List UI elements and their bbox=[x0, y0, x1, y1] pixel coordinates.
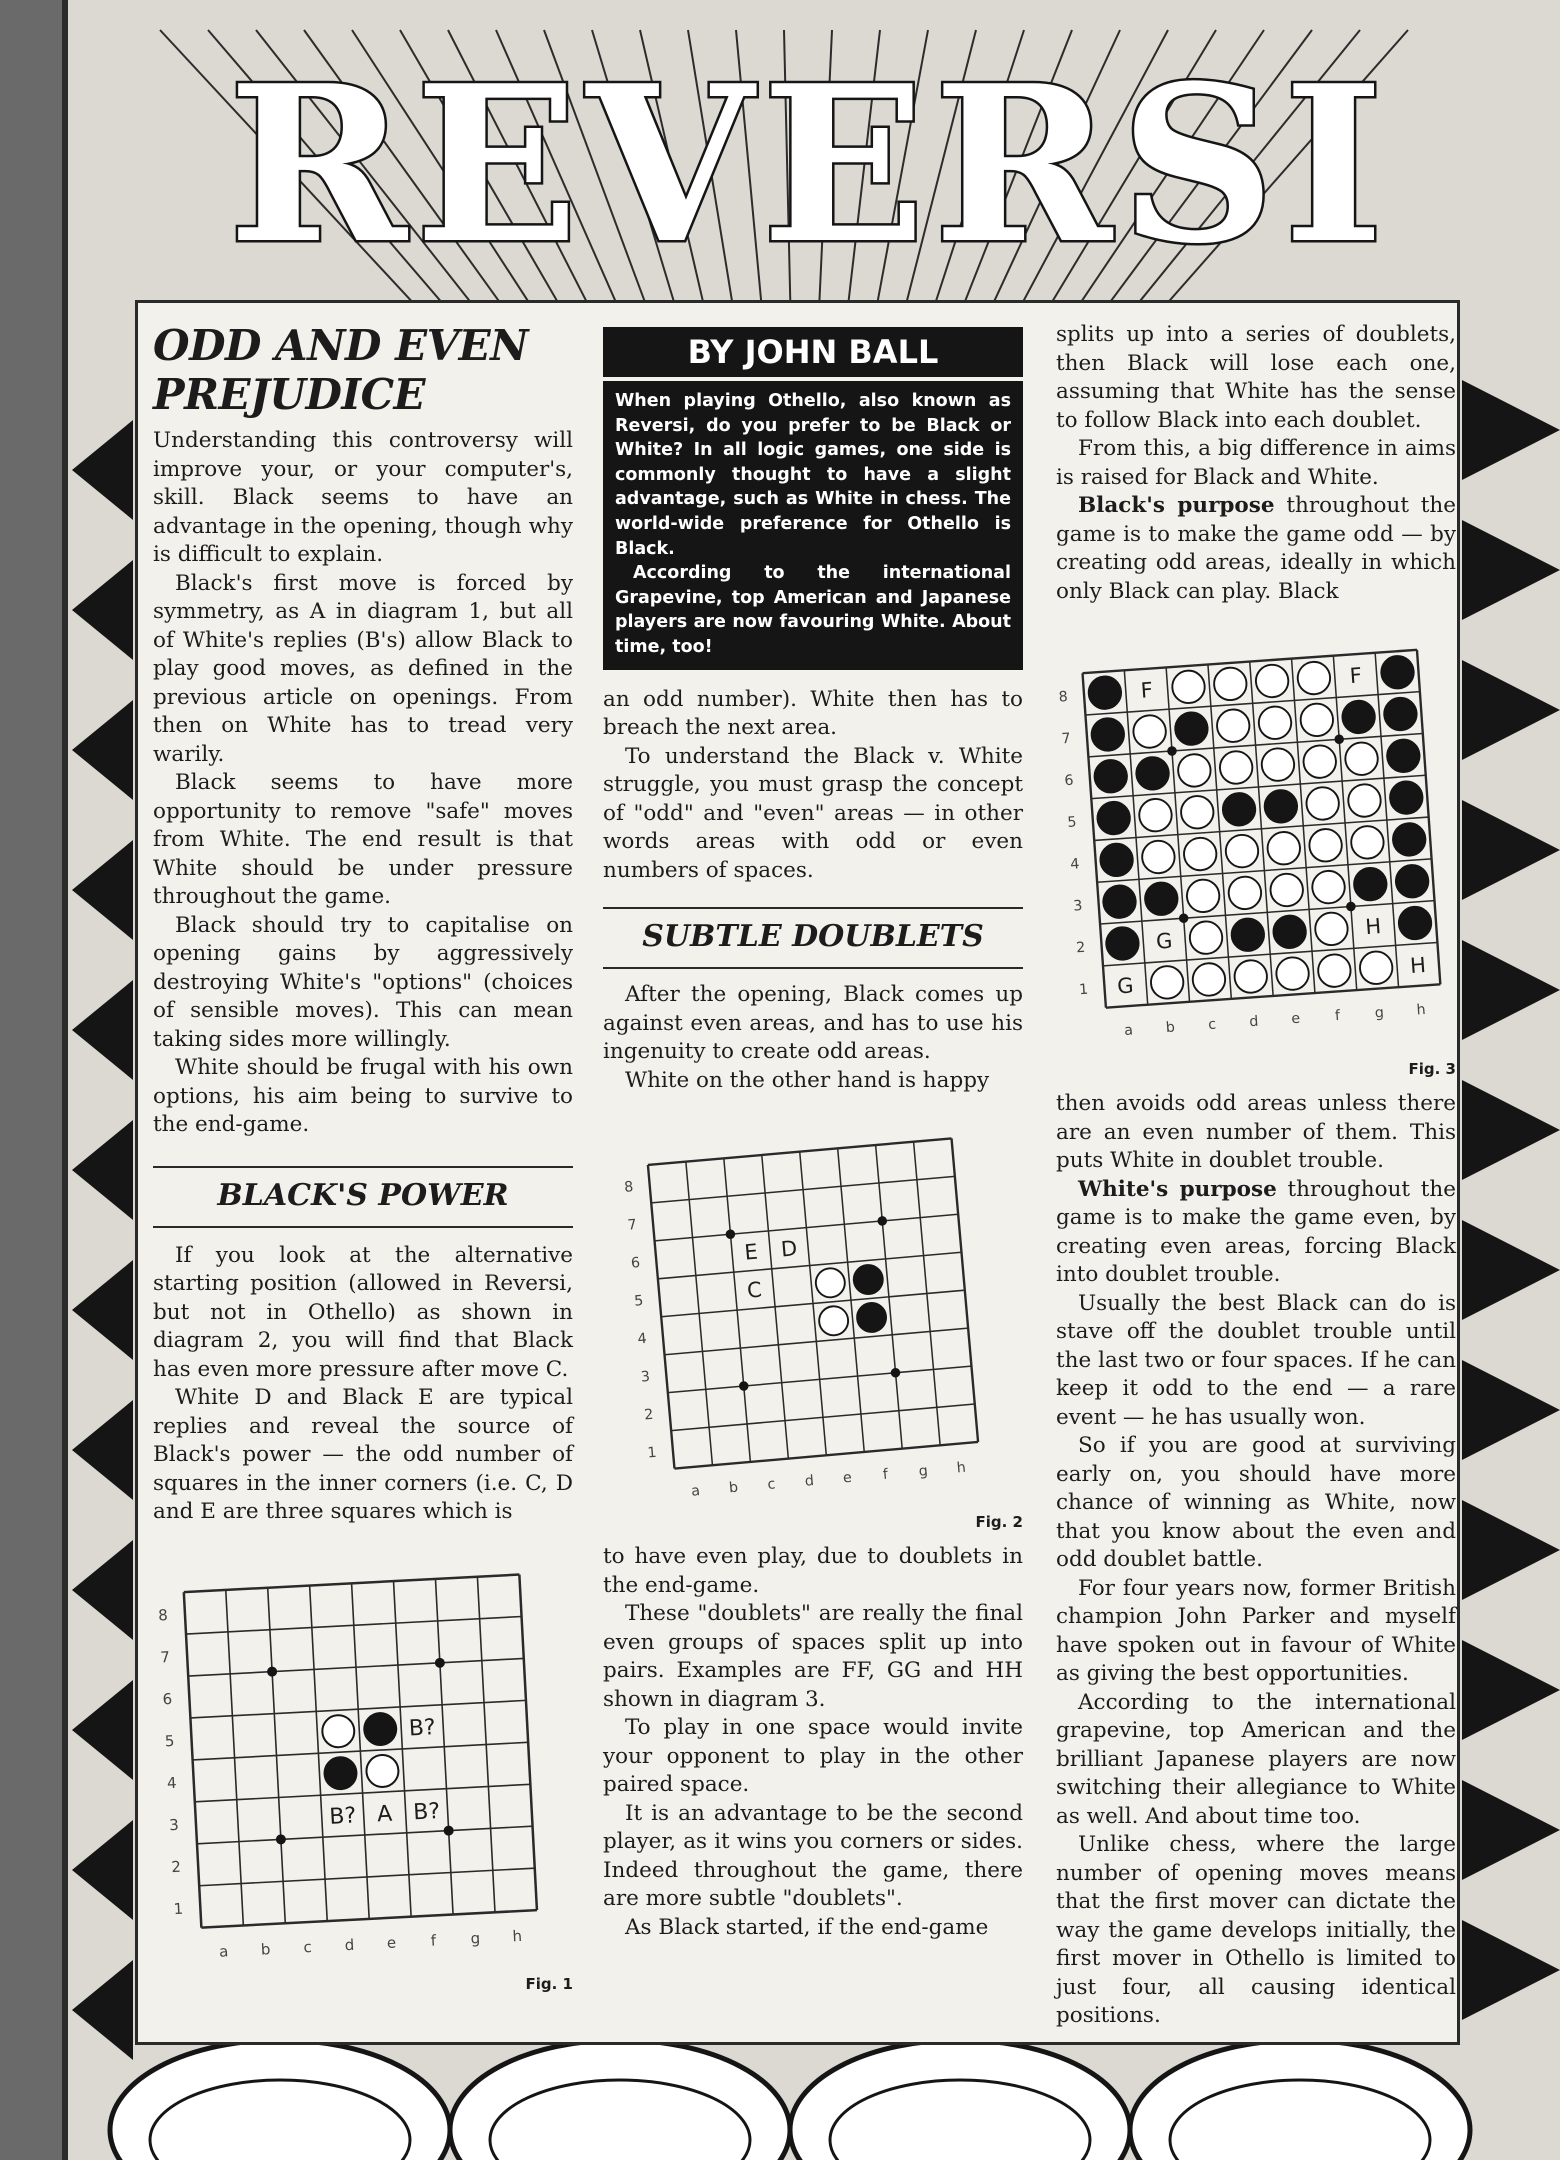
paragraph: then avoids odd areas unless there are an even number of them. This puts White in doublet trouble. bbox=[1056, 1091, 1456, 1173]
paragraph: Usually the best Black can do is stave off the doublet trouble until the last two or four spaces. If he can keep it odd to the end — a rare event — he has usually won. bbox=[1056, 1290, 1456, 1430]
white-disc bbox=[1183, 837, 1218, 872]
section-heading-subtle-doublets: SUBTLE DOUBLETS bbox=[603, 909, 1023, 969]
figure-3 bbox=[1056, 642, 1456, 1082]
rank-label: 2 bbox=[170, 1857, 182, 1876]
white-disc bbox=[1189, 920, 1224, 955]
star-point bbox=[1346, 901, 1356, 911]
black-disc bbox=[856, 1302, 887, 1333]
column-2 bbox=[603, 321, 1023, 1942]
paragraph: After the opening, Black comes up against even areas, and has to use his ingenuity to create odd areas. bbox=[603, 982, 1023, 1065]
square-label: G bbox=[1116, 973, 1135, 999]
paragraph: If you look at the alternative starting position (allowed in Reversi, but not in Othello) as shown in diagram 2, you will find that Black has even more pressure after move C. bbox=[153, 1242, 573, 1382]
diagram-board bbox=[1056, 642, 1456, 1062]
paragraph: According to the international grapevine, top American and the brilliant Japanese players are now switching their allegiance to White as well. And about time too. bbox=[1056, 1689, 1456, 1829]
square-label: B? bbox=[328, 1802, 357, 1830]
paragraph: White on the other hand is happy bbox=[625, 1067, 990, 1093]
black-disc bbox=[1091, 717, 1126, 752]
white-disc bbox=[1258, 706, 1293, 741]
paragraph: So if you are good at surviving early on, you should have more chance of winning as White, now that you know about the even and odd doublet battle. bbox=[1056, 1433, 1456, 1572]
black-disc bbox=[1088, 675, 1123, 710]
file-label: c bbox=[1207, 1016, 1217, 1034]
paragraph: an odd number). White then has to breach the next area. bbox=[603, 686, 1023, 741]
white-disc bbox=[1177, 753, 1212, 788]
rank-label: 6 bbox=[1063, 772, 1075, 790]
square-label: B? bbox=[412, 1798, 441, 1825]
grid-line bbox=[914, 1142, 941, 1446]
star-point bbox=[435, 1657, 446, 1668]
file-label: b bbox=[1165, 1019, 1176, 1037]
grid-line bbox=[952, 1138, 979, 1442]
rank-label: 8 bbox=[1058, 689, 1069, 706]
white-disc bbox=[1350, 825, 1385, 860]
rank-label: 3 bbox=[640, 1368, 651, 1386]
paragraph: To play in one space would invite your opponent to play in the other paired space. bbox=[603, 1715, 1023, 1798]
black-disc bbox=[324, 1756, 358, 1790]
white-disc bbox=[815, 1267, 846, 1298]
black-disc bbox=[1383, 697, 1418, 732]
white-purpose-label: White's purpose bbox=[1078, 1176, 1277, 1202]
file-label: b bbox=[728, 1479, 739, 1497]
figure-caption: Fig. 1 bbox=[525, 1974, 573, 1993]
paragraph: Black seems to have more opportunity to remove "safe" moves from White. The end result is that White should be under pressure throughout the game. bbox=[153, 770, 573, 909]
title: REVERSI bbox=[228, 40, 1392, 290]
star-point bbox=[725, 1229, 735, 1239]
black-disc bbox=[1389, 780, 1424, 815]
file-label: f bbox=[430, 1930, 437, 1950]
white-disc bbox=[1138, 798, 1173, 833]
file-label: g bbox=[1374, 1004, 1385, 1022]
paragraph: For four years now, former British champion John Parker and myself have spoken out in favour of White as giving the best opportunities. bbox=[1056, 1575, 1456, 1686]
square-label: B? bbox=[408, 1714, 437, 1742]
file-label: c bbox=[766, 1476, 777, 1494]
star-point bbox=[1334, 734, 1344, 744]
grid-line bbox=[661, 1290, 965, 1317]
black-disc bbox=[1386, 739, 1421, 774]
rank-label: 2 bbox=[643, 1406, 654, 1424]
square-label: G bbox=[1155, 928, 1174, 954]
black-disc bbox=[1093, 759, 1128, 794]
column-3 bbox=[1056, 321, 1456, 2031]
rank-label: 7 bbox=[1061, 730, 1072, 748]
white-disc bbox=[1225, 834, 1260, 869]
rank-label: 4 bbox=[166, 1773, 178, 1792]
intro-box bbox=[603, 381, 1023, 670]
star-point bbox=[1179, 913, 1189, 923]
black-disc bbox=[1353, 867, 1388, 902]
file-label: d bbox=[804, 1473, 815, 1490]
rank-label: 2 bbox=[1075, 939, 1086, 957]
rank-label: 1 bbox=[1078, 981, 1089, 999]
white-disc bbox=[1233, 959, 1268, 994]
file-label: h bbox=[1416, 1001, 1427, 1019]
rank-label: 7 bbox=[159, 1647, 171, 1666]
rank-label: 1 bbox=[173, 1899, 184, 1918]
white-disc bbox=[1216, 708, 1251, 743]
black-disc bbox=[1174, 711, 1209, 746]
file-label: b bbox=[260, 1939, 271, 1959]
paragraph: From this, a big difference in aims is raised for Black and White. bbox=[1056, 436, 1456, 490]
star-point bbox=[267, 1666, 278, 1677]
square-label: E bbox=[743, 1239, 759, 1265]
paragraph-white-purpose bbox=[1056, 1176, 1456, 1290]
white-disc bbox=[1302, 744, 1337, 779]
figure-caption: Fig. 2 bbox=[975, 1513, 1023, 1532]
black-disc bbox=[1102, 884, 1137, 919]
file-label: e bbox=[1290, 1010, 1301, 1028]
star-point bbox=[443, 1825, 454, 1836]
figure-2 bbox=[603, 1113, 1023, 1533]
white-disc bbox=[1275, 956, 1310, 991]
figure-1 bbox=[153, 1563, 573, 1993]
white-disc bbox=[1311, 870, 1346, 905]
rank-label: 8 bbox=[157, 1605, 169, 1625]
rank-label: 4 bbox=[636, 1330, 648, 1348]
grid-line bbox=[668, 1366, 972, 1393]
square-label: H bbox=[1409, 952, 1427, 978]
white-disc bbox=[1347, 783, 1382, 818]
black-disc bbox=[363, 1712, 397, 1746]
file-label: g bbox=[918, 1463, 929, 1480]
grid-line bbox=[671, 1404, 975, 1431]
white-disc bbox=[1186, 879, 1221, 914]
grid-line bbox=[674, 1442, 978, 1469]
white-disc bbox=[1300, 703, 1335, 738]
black-disc bbox=[1105, 926, 1140, 961]
white-disc bbox=[1150, 965, 1185, 1000]
white-disc bbox=[1261, 747, 1296, 782]
black-disc bbox=[1264, 789, 1299, 824]
rank-label: 5 bbox=[164, 1731, 175, 1750]
paragraph: Unlike chess, where the large number of opening moves means that the first mover can dictate the way the game develops initially, the first mover in Othello is limited to just four, all causing identical positions. bbox=[1056, 1832, 1456, 2028]
white-disc bbox=[1297, 661, 1332, 696]
square-label: D bbox=[780, 1236, 799, 1262]
figure-caption: Fig. 3 bbox=[1408, 1060, 1456, 1078]
column-1 bbox=[153, 321, 573, 1993]
diagram-board bbox=[153, 1563, 573, 1983]
file-label: d bbox=[1248, 1013, 1260, 1031]
paragraph: splits up into a series of doublets, then Black will lose each one, assuming that White has the sense to follow Black into each doublet. bbox=[1056, 322, 1456, 433]
black-purpose-label: Black's purpose bbox=[1078, 493, 1275, 518]
black-disc bbox=[1380, 655, 1415, 690]
white-disc bbox=[1213, 667, 1248, 702]
title-logo bbox=[220, 40, 1400, 290]
white-disc bbox=[1228, 876, 1263, 911]
file-label: a bbox=[690, 1483, 701, 1500]
paragraph: Black should try to capitalise on opening gains by aggressively destroying White's "options" (choices of sensible moves). This can mean taking sides more willingly. bbox=[153, 912, 573, 1052]
rank-label: 3 bbox=[168, 1815, 180, 1834]
diagram-board bbox=[603, 1113, 1023, 1513]
white-disc bbox=[1192, 962, 1227, 997]
black-disc bbox=[1398, 906, 1433, 941]
paragraph: As Black started, if the end-game bbox=[625, 1914, 989, 1940]
black-disc bbox=[1099, 843, 1134, 878]
white-purpose-text: throughout the game is to make the game even, by creating even areas, forcing Black into doublet trouble. bbox=[1056, 1176, 1456, 1287]
file-label: f bbox=[882, 1466, 889, 1483]
black-disc bbox=[1135, 756, 1170, 791]
black-disc bbox=[1395, 864, 1430, 899]
white-disc bbox=[1141, 840, 1176, 875]
file-label: h bbox=[512, 1926, 523, 1945]
white-disc bbox=[1317, 953, 1352, 988]
white-disc bbox=[366, 1754, 400, 1788]
black-disc bbox=[1231, 917, 1266, 952]
white-disc bbox=[1267, 831, 1302, 866]
white-disc bbox=[1314, 912, 1349, 947]
white-disc bbox=[1255, 664, 1290, 699]
square-label: H bbox=[1364, 914, 1382, 940]
file-label: e bbox=[386, 1933, 397, 1952]
rank-label: 5 bbox=[633, 1292, 645, 1310]
grid-line bbox=[876, 1145, 903, 1449]
black-disc bbox=[1222, 792, 1257, 827]
white-disc bbox=[1132, 714, 1167, 749]
white-disc bbox=[322, 1714, 356, 1748]
rank-label: 3 bbox=[1072, 898, 1083, 915]
paragraph-black-purpose bbox=[1056, 492, 1456, 606]
white-disc bbox=[1344, 741, 1379, 776]
black-purpose-text: throughout the game is to make the game odd — by creating odd areas, ideally in which only Black can play. Black bbox=[1056, 493, 1456, 604]
section1-body bbox=[153, 427, 573, 1140]
black-disc bbox=[1392, 822, 1427, 857]
square-label: F bbox=[1139, 677, 1154, 703]
paragraph: White D and Black E are typical replies and reveal the source of Black's power — the odd number of squares in the inner corners (i.e. C, D and E are three squares which is bbox=[153, 1385, 573, 1524]
paragraph: It is an advantage to be the second player, as it wins you corners or sides. Indeed throughout the game, there are more subtle "doublets". bbox=[603, 1800, 1023, 1912]
grid-line bbox=[665, 1328, 969, 1355]
white-disc bbox=[1180, 795, 1215, 830]
square-label: A bbox=[376, 1801, 393, 1827]
intro-paragraph: According to the international Grapevine, top American and Japanese players are now favouring White. About time, too! bbox=[615, 563, 1011, 657]
white-disc bbox=[1305, 786, 1340, 821]
white-disc bbox=[1359, 950, 1394, 985]
file-label: h bbox=[956, 1459, 967, 1477]
rank-label: 1 bbox=[646, 1444, 658, 1462]
white-disc bbox=[1308, 828, 1343, 863]
article-panel bbox=[135, 300, 1460, 2045]
file-label: a bbox=[218, 1941, 229, 1961]
paragraph: Understanding this controversy will improve your, or your computer's, skill. Black seems to have an advantage in the opening, though why is difficult to explain. bbox=[153, 428, 573, 567]
black-disc bbox=[1272, 915, 1307, 950]
paragraph: These "doublets" are really the final even groups of spaces split up into pairs. Examples are FF, GG and HH shown in diagram 3. bbox=[603, 1601, 1023, 1712]
black-disc bbox=[1096, 801, 1131, 836]
star-point bbox=[890, 1368, 900, 1378]
rank-label: 5 bbox=[1066, 814, 1078, 832]
white-disc bbox=[818, 1305, 849, 1336]
paragraph: Black's first move is forced by symmetry, as A in diagram 1, but all of White's replies (B's) allow Black to play good moves, as defined in the previous article on openings. From then on White has to tread very warily. bbox=[153, 570, 573, 767]
board-grid bbox=[157, 1574, 539, 1962]
white-disc bbox=[1171, 670, 1206, 705]
black-disc bbox=[1341, 700, 1376, 735]
board-grid bbox=[623, 1138, 981, 1503]
white-disc bbox=[1269, 873, 1304, 908]
rank-label: 6 bbox=[162, 1689, 173, 1708]
white-disc bbox=[1219, 750, 1254, 785]
rank-label: 6 bbox=[630, 1255, 641, 1272]
byline: BY JOHN BALL bbox=[603, 327, 1023, 377]
star-point bbox=[1167, 746, 1177, 756]
star-point bbox=[276, 1834, 287, 1845]
black-disc bbox=[853, 1264, 884, 1295]
file-label: c bbox=[302, 1937, 313, 1956]
black-disc bbox=[1144, 881, 1179, 916]
grid-line bbox=[648, 1138, 952, 1165]
rank-label: 4 bbox=[1069, 856, 1080, 873]
paragraph: White should be frugal with his own options, his aim being to survive to the end-game. bbox=[153, 1055, 573, 1137]
square-label: F bbox=[1348, 663, 1363, 689]
rank-label: 7 bbox=[626, 1217, 638, 1234]
grid-line bbox=[838, 1148, 865, 1452]
rank-label: 8 bbox=[623, 1179, 635, 1196]
paragraph: To understand the Black v. White struggle, you must grasp the concept of "odd" and "even" areas — in other words areas with odd or even numbers of spaces. bbox=[603, 743, 1023, 883]
paragraph: to have even play, due to doublets in the end-game. bbox=[603, 1544, 1023, 1598]
star-point bbox=[739, 1381, 749, 1391]
section-heading-odd-even: ODD AND EVEN PREJUDICE bbox=[153, 321, 529, 419]
star-point bbox=[877, 1216, 887, 1226]
file-label: d bbox=[344, 1935, 355, 1954]
file-label: f bbox=[1334, 1007, 1341, 1025]
section-heading-blacks-power: BLACK'S POWER bbox=[153, 1168, 573, 1228]
square-label: C bbox=[746, 1277, 763, 1303]
intro-paragraph: When playing Othello, also known as Reversi, do you prefer to be Black or White? In all logic games, one side is commonly thought to have a slight advantage, such as White in chess. The world-wide preference for Othello is Black. bbox=[615, 391, 1011, 559]
file-label: a bbox=[1123, 1022, 1134, 1039]
file-label: g bbox=[470, 1928, 481, 1948]
file-label: e bbox=[842, 1469, 853, 1487]
board-grid bbox=[1057, 650, 1443, 1042]
